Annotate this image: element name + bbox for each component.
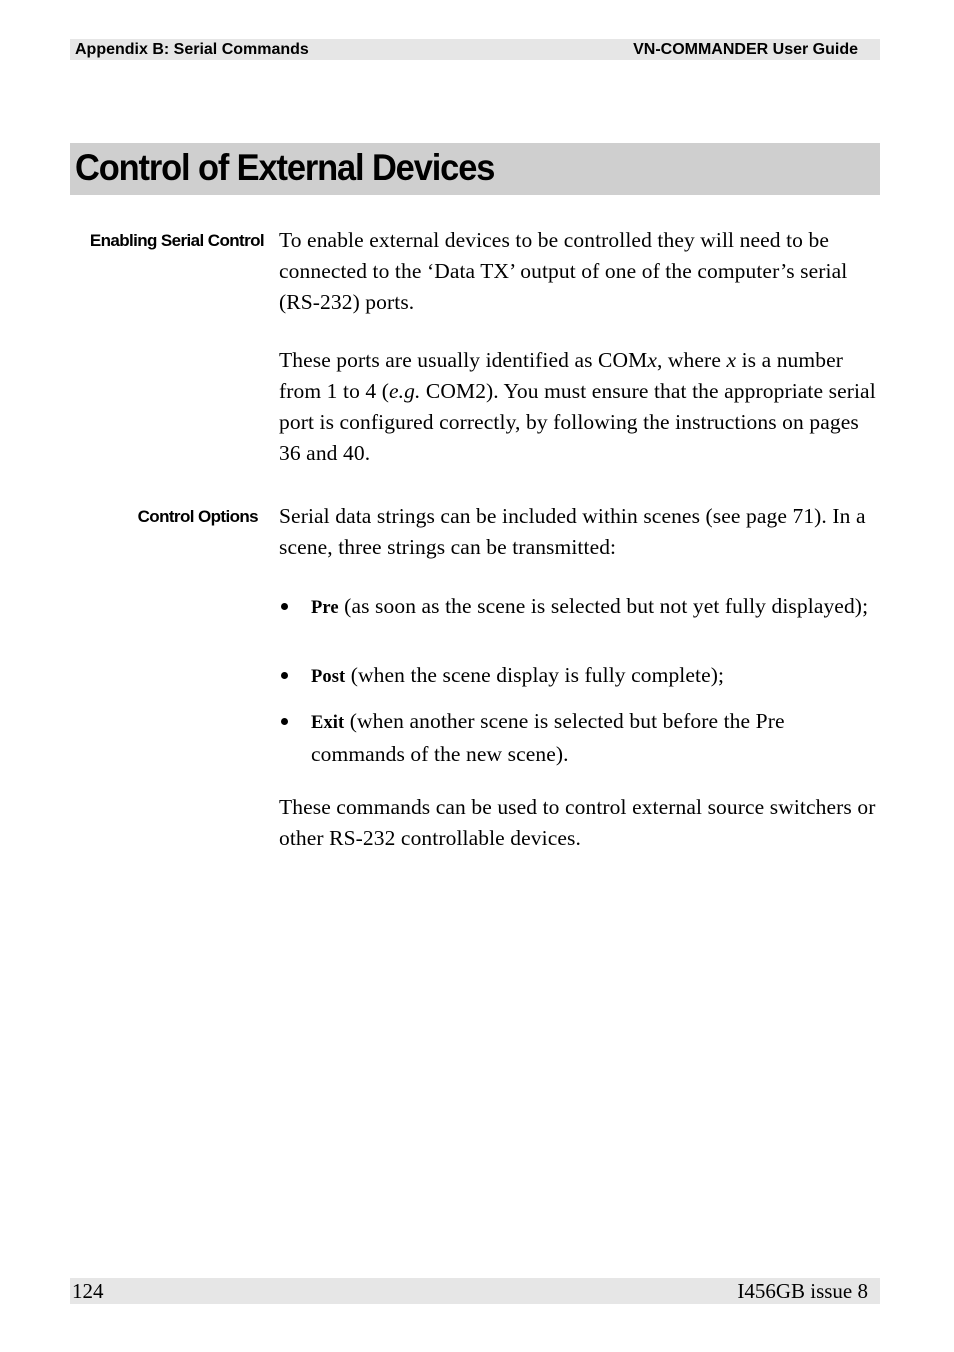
list-item-term: Exit [311, 713, 345, 733]
paragraph-serial-strings-intro: Serial data strings can be included within scenes (see page 71). In a scene, three strings can be transmitted: [279, 504, 866, 559]
bullet-icon [281, 718, 288, 725]
running-header [70, 39, 880, 60]
list-item-text: (as soon as the scene is selected but not yet fully displayed); [338, 594, 869, 618]
list-item-text: (when another scene is selected but before the Pre commands of the new scene). [311, 709, 785, 766]
side-heading-control-options: Control Options [137, 507, 258, 526]
document-issue: I456GB issue 8 [737, 1279, 868, 1303]
variable-x: x [647, 348, 657, 372]
list-item-text: (when the scene display is fully complete); [345, 663, 725, 687]
variable-x: x [726, 348, 737, 372]
header-section-title: Appendix B: Serial Commands [75, 41, 309, 58]
list-item [279, 660, 879, 693]
paragraph-connection: To enable external devices to be controlled they will need to be connected to the ‘Data TX’ output of one of the computer’s serial (RS-232) ports. [279, 228, 848, 314]
paragraph-com-ports: These ports are usually identified as COMx, where x is a number from 1 to 4 (e.g. COM2). You must ensure that the appropriate serial port is configured correctly, by following the instructions on pages 36 and 40. [279, 348, 876, 465]
list-item [279, 591, 879, 624]
list-item [279, 706, 879, 770]
list-item-term: Post [311, 667, 346, 687]
page-number: 124 [72, 1279, 104, 1303]
bullet-icon [281, 603, 288, 610]
page-title: Control of External Devices [75, 147, 495, 188]
list-item-term: Pre [311, 598, 339, 618]
header-guide-title: VN-COMMANDER User Guide [633, 41, 858, 58]
running-footer [70, 1278, 880, 1304]
abbreviation-eg: e.g. [388, 379, 421, 403]
paragraph-closing: These commands can be used to control external source switchers or other RS-232 controllable devices. [279, 795, 876, 850]
side-heading-enabling-serial-control: Enabling Serial Control [89, 231, 264, 250]
bullet-icon [281, 672, 288, 679]
title-banner [70, 143, 880, 195]
